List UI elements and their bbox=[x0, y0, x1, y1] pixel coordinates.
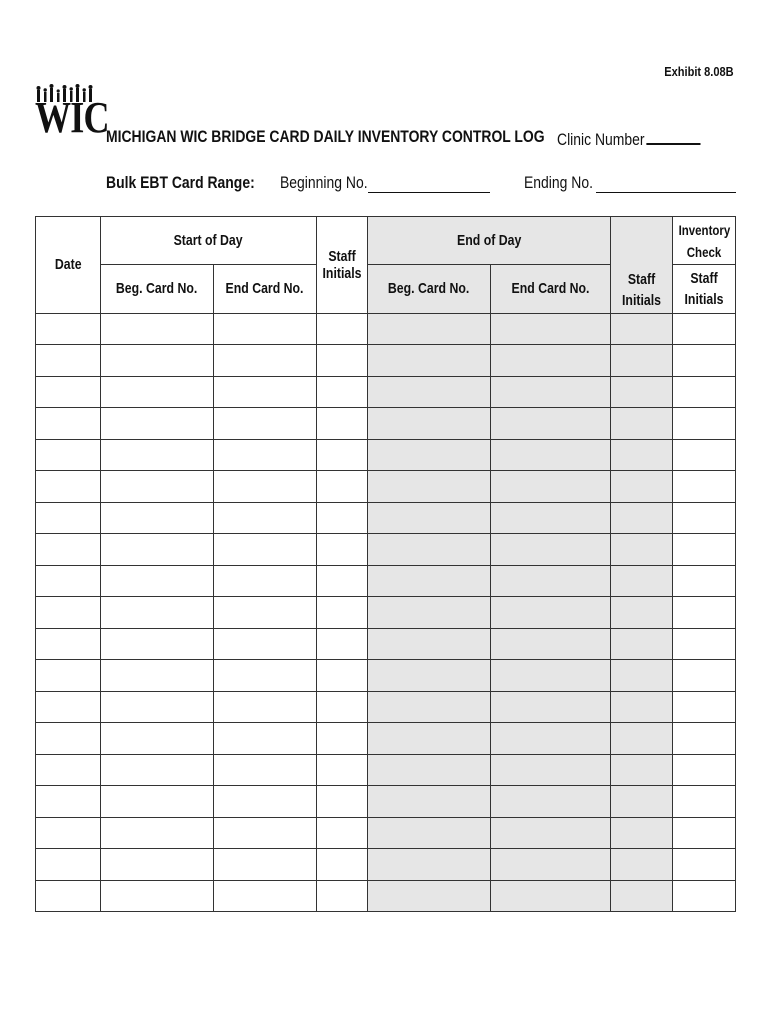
date-cell[interactable] bbox=[36, 786, 101, 818]
date-cell[interactable] bbox=[36, 691, 101, 723]
start-end-card-cell[interactable] bbox=[214, 660, 317, 692]
end-staff-initials-cell[interactable] bbox=[611, 565, 673, 597]
inventory-staff-initials-cell[interactable] bbox=[673, 471, 736, 503]
end-end-card-cell[interactable] bbox=[491, 660, 611, 692]
inventory-staff-initials-cell[interactable] bbox=[673, 880, 736, 912]
start-end-card-cell[interactable] bbox=[214, 849, 317, 881]
start-end-card-cell[interactable] bbox=[214, 880, 317, 912]
table-row bbox=[36, 439, 736, 471]
table-row bbox=[36, 376, 736, 408]
end-beg-card-cell[interactable] bbox=[368, 408, 491, 440]
end-staff-initials-cell[interactable] bbox=[611, 439, 673, 471]
date-cell[interactable] bbox=[36, 502, 101, 534]
page-title: MICHIGAN WIC BRIDGE CARD DAILY INVENTORY CONTROL LOG bbox=[106, 127, 545, 146]
end-staff-initials-cell[interactable] bbox=[611, 408, 673, 440]
start-staff-initials-cell[interactable] bbox=[317, 817, 368, 849]
end-end-card-cell[interactable] bbox=[491, 786, 611, 818]
end-end-card-cell[interactable] bbox=[491, 408, 611, 440]
inventory-staff-initials-cell[interactable] bbox=[673, 597, 736, 629]
date-cell[interactable] bbox=[36, 376, 101, 408]
date-cell[interactable] bbox=[36, 817, 101, 849]
start-staff-initials-cell[interactable] bbox=[317, 439, 368, 471]
start-of-day-header: Start of Day bbox=[101, 217, 317, 265]
start-end-card-cell[interactable] bbox=[214, 754, 317, 786]
table-row bbox=[36, 502, 736, 534]
end-beg-card-cell[interactable] bbox=[368, 628, 491, 660]
start-staff-initials-cell[interactable] bbox=[317, 471, 368, 503]
end-staff-initials-cell[interactable] bbox=[611, 534, 673, 566]
start-staff-initials-cell[interactable] bbox=[317, 628, 368, 660]
end-end-card-cell[interactable] bbox=[491, 471, 611, 503]
table-row bbox=[36, 754, 736, 786]
clinic-number-blank[interactable] bbox=[646, 127, 700, 145]
inventory-staff-initials-cell[interactable] bbox=[673, 754, 736, 786]
end-beg-card-cell[interactable] bbox=[368, 849, 491, 881]
start-staff-initials-cell[interactable] bbox=[317, 565, 368, 597]
end-of-day-header: End of Day bbox=[368, 217, 611, 265]
start-end-card-cell[interactable] bbox=[214, 691, 317, 723]
start-beg-card-cell[interactable] bbox=[101, 691, 214, 723]
end-end-card-header: End Card No. bbox=[491, 265, 611, 314]
beginning-no-blank[interactable] bbox=[368, 192, 490, 193]
inventory-staff-initials-cell[interactable] bbox=[673, 345, 736, 377]
end-staff-initials-cell[interactable] bbox=[611, 660, 673, 692]
start-staff-initials-cell[interactable] bbox=[317, 502, 368, 534]
start-beg-card-cell[interactable] bbox=[101, 660, 214, 692]
end-end-card-cell[interactable] bbox=[491, 628, 611, 660]
start-beg-card-cell[interactable] bbox=[101, 597, 214, 629]
end-beg-card-cell[interactable] bbox=[368, 565, 491, 597]
start-beg-card-cell[interactable] bbox=[101, 376, 214, 408]
start-beg-card-cell[interactable] bbox=[101, 313, 214, 345]
start-end-card-cell[interactable] bbox=[214, 597, 317, 629]
end-end-card-cell[interactable] bbox=[491, 754, 611, 786]
date-cell[interactable] bbox=[36, 723, 101, 755]
start-staff-initials-cell[interactable] bbox=[317, 408, 368, 440]
start-end-card-cell[interactable] bbox=[214, 471, 317, 503]
table-row bbox=[36, 597, 736, 629]
inventory-staff-initials-cell[interactable] bbox=[673, 660, 736, 692]
start-end-card-cell[interactable] bbox=[214, 345, 317, 377]
beginning-no-label: Beginning No. bbox=[280, 173, 368, 192]
start-beg-card-header: Beg. Card No. bbox=[101, 265, 214, 314]
inventory-staff-initials-cell[interactable] bbox=[673, 691, 736, 723]
end-staff-initials-cell[interactable] bbox=[611, 345, 673, 377]
date-cell[interactable] bbox=[36, 439, 101, 471]
end-staff-initials-cell[interactable] bbox=[611, 597, 673, 629]
date-cell[interactable] bbox=[36, 597, 101, 629]
log-body bbox=[36, 313, 736, 912]
start-beg-card-cell[interactable] bbox=[101, 880, 214, 912]
exhibit-number: Exhibit 8.08B bbox=[664, 64, 734, 79]
start-end-card-cell[interactable] bbox=[214, 534, 317, 566]
inventory-check-header: Inventory Check bbox=[673, 217, 736, 265]
table-row bbox=[36, 786, 736, 818]
start-end-card-cell[interactable] bbox=[214, 439, 317, 471]
table-row bbox=[36, 534, 736, 566]
start-beg-card-cell[interactable] bbox=[101, 786, 214, 818]
start-staff-initials-cell[interactable] bbox=[317, 880, 368, 912]
table-row bbox=[36, 880, 736, 912]
end-beg-card-cell[interactable] bbox=[368, 786, 491, 818]
inventory-staff-initials-cell[interactable] bbox=[673, 723, 736, 755]
start-staff-initials-cell[interactable] bbox=[317, 345, 368, 377]
date-header: Date bbox=[36, 217, 101, 314]
date-cell[interactable] bbox=[36, 628, 101, 660]
end-beg-card-cell[interactable] bbox=[368, 376, 491, 408]
start-staff-initials-cell[interactable] bbox=[317, 660, 368, 692]
start-end-card-cell[interactable] bbox=[214, 817, 317, 849]
start-beg-card-cell[interactable] bbox=[101, 534, 214, 566]
date-cell[interactable] bbox=[36, 754, 101, 786]
end-beg-card-cell[interactable] bbox=[368, 345, 491, 377]
table-row bbox=[36, 471, 736, 503]
start-beg-card-cell[interactable] bbox=[101, 628, 214, 660]
end-staff-initials-cell[interactable] bbox=[611, 754, 673, 786]
end-staff-initials-header: Staff Initials bbox=[611, 265, 673, 314]
clinic-number-field[interactable] bbox=[557, 127, 700, 150]
ending-no-label: Ending No. bbox=[524, 173, 593, 192]
start-end-card-cell[interactable] bbox=[214, 565, 317, 597]
end-end-card-cell[interactable] bbox=[491, 439, 611, 471]
start-staff-initials-cell[interactable] bbox=[317, 786, 368, 818]
table-row bbox=[36, 691, 736, 723]
table-row bbox=[36, 408, 736, 440]
start-beg-card-cell[interactable] bbox=[101, 817, 214, 849]
end-end-card-cell[interactable] bbox=[491, 376, 611, 408]
date-cell[interactable] bbox=[36, 313, 101, 345]
table-row bbox=[36, 345, 736, 377]
end-staff-header-top bbox=[611, 217, 673, 265]
inventory-staff-initials-cell[interactable] bbox=[673, 534, 736, 566]
start-staff-initials-cell[interactable] bbox=[317, 534, 368, 566]
end-end-card-cell[interactable] bbox=[491, 817, 611, 849]
end-staff-initials-cell[interactable] bbox=[611, 471, 673, 503]
end-end-card-cell[interactable] bbox=[491, 502, 611, 534]
inventory-staff-initials-cell[interactable] bbox=[673, 376, 736, 408]
table-row bbox=[36, 849, 736, 881]
end-beg-card-cell[interactable] bbox=[368, 660, 491, 692]
start-end-card-header: End Card No. bbox=[214, 265, 317, 314]
end-staff-initials-cell[interactable] bbox=[611, 817, 673, 849]
start-staff-initials-cell[interactable] bbox=[317, 849, 368, 881]
date-cell[interactable] bbox=[36, 565, 101, 597]
end-staff-initials-cell[interactable] bbox=[611, 502, 673, 534]
table-row bbox=[36, 723, 736, 755]
end-beg-card-cell[interactable] bbox=[368, 439, 491, 471]
inventory-staff-initials-cell[interactable] bbox=[673, 439, 736, 471]
end-staff-initials-cell[interactable] bbox=[611, 786, 673, 818]
start-beg-card-cell[interactable] bbox=[101, 408, 214, 440]
start-end-card-cell[interactable] bbox=[214, 313, 317, 345]
end-staff-initials-cell[interactable] bbox=[611, 376, 673, 408]
inventory-staff-initials-cell[interactable] bbox=[673, 313, 736, 345]
start-beg-card-cell[interactable] bbox=[101, 723, 214, 755]
date-cell[interactable] bbox=[36, 534, 101, 566]
date-cell[interactable] bbox=[36, 660, 101, 692]
start-end-card-cell[interactable] bbox=[214, 502, 317, 534]
end-beg-card-cell[interactable] bbox=[368, 723, 491, 755]
inventory-staff-initials-cell[interactable] bbox=[673, 408, 736, 440]
wic-logo bbox=[35, 82, 109, 152]
table-row bbox=[36, 565, 736, 597]
start-beg-card-cell[interactable] bbox=[101, 565, 214, 597]
start-staff-initials-cell[interactable] bbox=[317, 723, 368, 755]
start-beg-card-cell[interactable] bbox=[101, 754, 214, 786]
table-row bbox=[36, 817, 736, 849]
ending-no-blank[interactable] bbox=[596, 192, 736, 193]
start-beg-card-cell[interactable] bbox=[101, 345, 214, 377]
date-cell[interactable] bbox=[36, 345, 101, 377]
start-beg-card-cell[interactable] bbox=[101, 471, 214, 503]
end-staff-initials-cell[interactable] bbox=[611, 880, 673, 912]
start-staff-initials-cell[interactable] bbox=[317, 754, 368, 786]
date-cell[interactable] bbox=[36, 880, 101, 912]
end-beg-card-cell[interactable] bbox=[368, 534, 491, 566]
start-end-card-cell[interactable] bbox=[214, 723, 317, 755]
end-staff-initials-cell[interactable] bbox=[611, 628, 673, 660]
start-beg-card-cell[interactable] bbox=[101, 849, 214, 881]
start-beg-card-cell[interactable] bbox=[101, 439, 214, 471]
staff-initials-header: Staff Initials bbox=[317, 217, 368, 314]
inventory-staff-initials-cell[interactable] bbox=[673, 502, 736, 534]
table-row bbox=[36, 628, 736, 660]
inventory-staff-initials-cell[interactable] bbox=[673, 786, 736, 818]
start-staff-initials-cell[interactable] bbox=[317, 313, 368, 345]
table-row bbox=[36, 313, 736, 345]
end-end-card-cell[interactable] bbox=[491, 345, 611, 377]
date-cell[interactable] bbox=[36, 408, 101, 440]
end-beg-card-cell[interactable] bbox=[368, 691, 491, 723]
end-staff-initials-cell[interactable] bbox=[611, 723, 673, 755]
end-end-card-cell[interactable] bbox=[491, 534, 611, 566]
end-beg-card-cell[interactable] bbox=[368, 754, 491, 786]
end-beg-card-cell[interactable] bbox=[368, 880, 491, 912]
end-end-card-cell[interactable] bbox=[491, 849, 611, 881]
start-end-card-cell[interactable] bbox=[214, 408, 317, 440]
start-end-card-cell[interactable] bbox=[214, 628, 317, 660]
inventory-staff-initials-cell[interactable] bbox=[673, 849, 736, 881]
end-beg-card-cell[interactable] bbox=[368, 817, 491, 849]
inventory-log-table bbox=[35, 216, 736, 912]
inventory-staff-initials-cell[interactable] bbox=[673, 565, 736, 597]
clinic-number-label: Clinic Number bbox=[557, 130, 645, 149]
start-end-card-cell[interactable] bbox=[214, 376, 317, 408]
card-range-label: Bulk EBT Card Range: bbox=[106, 173, 255, 192]
end-end-card-cell[interactable] bbox=[491, 691, 611, 723]
end-end-card-cell[interactable] bbox=[491, 597, 611, 629]
end-staff-initials-cell[interactable] bbox=[611, 691, 673, 723]
date-cell[interactable] bbox=[36, 471, 101, 503]
end-beg-card-cell[interactable] bbox=[368, 313, 491, 345]
end-staff-initials-cell[interactable] bbox=[611, 849, 673, 881]
start-staff-initials-cell[interactable] bbox=[317, 376, 368, 408]
end-beg-card-cell[interactable] bbox=[368, 597, 491, 629]
inventory-staff-initials-header: Staff Initials bbox=[673, 265, 736, 314]
inventory-staff-initials-cell[interactable] bbox=[673, 628, 736, 660]
end-staff-initials-cell[interactable] bbox=[611, 313, 673, 345]
end-beg-card-cell[interactable] bbox=[368, 502, 491, 534]
logo-text: WIC bbox=[35, 93, 109, 142]
start-end-card-cell[interactable] bbox=[214, 786, 317, 818]
table-row bbox=[36, 660, 736, 692]
start-staff-initials-cell[interactable] bbox=[317, 597, 368, 629]
end-end-card-cell[interactable] bbox=[491, 723, 611, 755]
end-beg-card-header: Beg. Card No. bbox=[368, 265, 491, 314]
date-cell[interactable] bbox=[36, 849, 101, 881]
start-staff-initials-cell[interactable] bbox=[317, 691, 368, 723]
end-end-card-cell[interactable] bbox=[491, 880, 611, 912]
start-beg-card-cell[interactable] bbox=[101, 502, 214, 534]
end-beg-card-cell[interactable] bbox=[368, 471, 491, 503]
inventory-staff-initials-cell[interactable] bbox=[673, 817, 736, 849]
end-end-card-cell[interactable] bbox=[491, 565, 611, 597]
end-end-card-cell[interactable] bbox=[491, 313, 611, 345]
